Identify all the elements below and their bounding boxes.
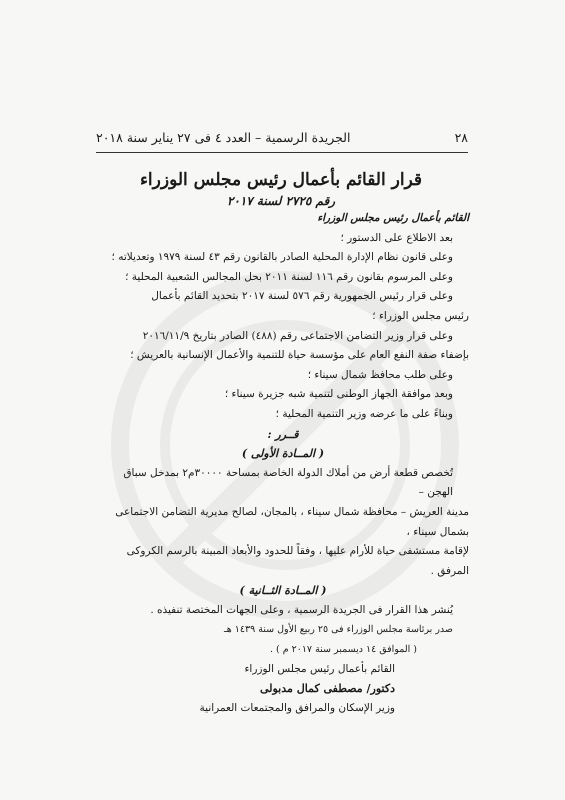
preamble-constitution: بعد الاطلاع على الدستور ؛	[340, 231, 453, 244]
preamble-ministerial-decision-cont: بإضفاء صفة النفع العام على مؤسسة حياة للتنمية والأعمال الإنسانية بالعريش ؛	[130, 349, 469, 362]
preamble-local-admin-law: وعلى قانون نظام الإدارة المحلية الصادر بالقانون رقم ٤٣ لسنة ١٩٧٩ وتعديلاته ؛	[111, 251, 453, 264]
article-1-heading: ( المــادة الأولى )	[241, 447, 325, 461]
header-divider	[96, 152, 468, 153]
preamble-minister-proposal: وبناءً على ما عرضه وزير التنمية المحلية ؛	[275, 407, 453, 420]
preamble-presidential-decree-cont: رئيس مجلس الوزراء ؛	[372, 309, 469, 322]
signature-title: القائم بأعمال رئيس مجلس الوزراء	[244, 662, 395, 675]
decided-heading: قــرر :	[267, 427, 299, 441]
page-number: ٢٨	[454, 129, 468, 145]
article-1-line-1: تُخصص قطعة أرض من أملاك الدولة الخاصة بمساحة ٣٠٠٠٠م٢ بمدخل سباق الهجن –	[123, 466, 453, 499]
gazette-issue-line: الجريدة الرسمية – العدد ٤ فى ٢٧ يناير سنة ٢٠١٨	[96, 129, 351, 145]
issuer-line: القائم بأعمال رئيس مجلس الوزراء	[317, 212, 469, 224]
decree-number: رقم ٢٧٢٥ لسنة ٢٠١٧	[226, 194, 336, 208]
preamble-decree-law: وعلى المرسوم بقانون رقم ١١٦ لسنة ٢٠١١ بحل المجالس الشعبية المحلية ؛	[125, 270, 453, 283]
preamble-sinai-approval: وبعد موافقة الجهاز الوطنى لتنمية شبه جزيرة سيناء ؛	[224, 388, 453, 401]
preamble-presidential-decree: وعلى قرار رئيس الجمهورية رقم ٥٧٦ لسنة ٢٠١٧ بتحديد القائم بأعمال	[151, 290, 453, 303]
signature-name: دكتور/ مصطفى كمال مدبولى	[259, 682, 395, 696]
page-header	[96, 127, 468, 147]
issued-date-hijri: صدر برئاسة مجلس الوزراء فى ٢٥ ربيع الأول سنة ١٤٣٩ هـ	[223, 624, 453, 636]
decree-title: قرار القائم بأعمال رئيس مجلس الوزراء	[139, 170, 423, 190]
preamble-ministerial-decision: وعلى قرار وزير التضامن الاجتماعى رقم (٤٨٨) الصادر بتاريخ ٢٠١٦/١١/٩	[142, 329, 453, 342]
issued-date-gregorian: ( الموافق ١٤ ديسمبر سنة ٢٠١٧ م ) .	[269, 644, 417, 656]
signature-role: وزير الإسكان والمرافق والمجتمعات العمرانية	[199, 701, 395, 714]
preamble-governor-request: وعلى طلب محافظ شمال سيناء ؛	[307, 368, 453, 381]
article-1-line-2: مدينة العريش – محافظة شمال سيناء ، بالمجان، لصالح مديرية التضامن الاجتماعى بشمال سيناء ،	[115, 505, 469, 538]
article-2-text: يُنشر هذا القرار فى الجريدة الرسمية ، وعلى الجهات المختصة تنفيذه .	[150, 603, 453, 616]
article-1-line-3: لإقامة مستشفى حياة للأرام عليها ، وفقاً للحدود والأبعاد المبينة بالرسم الكروكى المرفق .	[126, 545, 469, 577]
decree-body	[97, 209, 469, 718]
article-2-heading: ( المــادة الثــانية )	[239, 584, 327, 598]
